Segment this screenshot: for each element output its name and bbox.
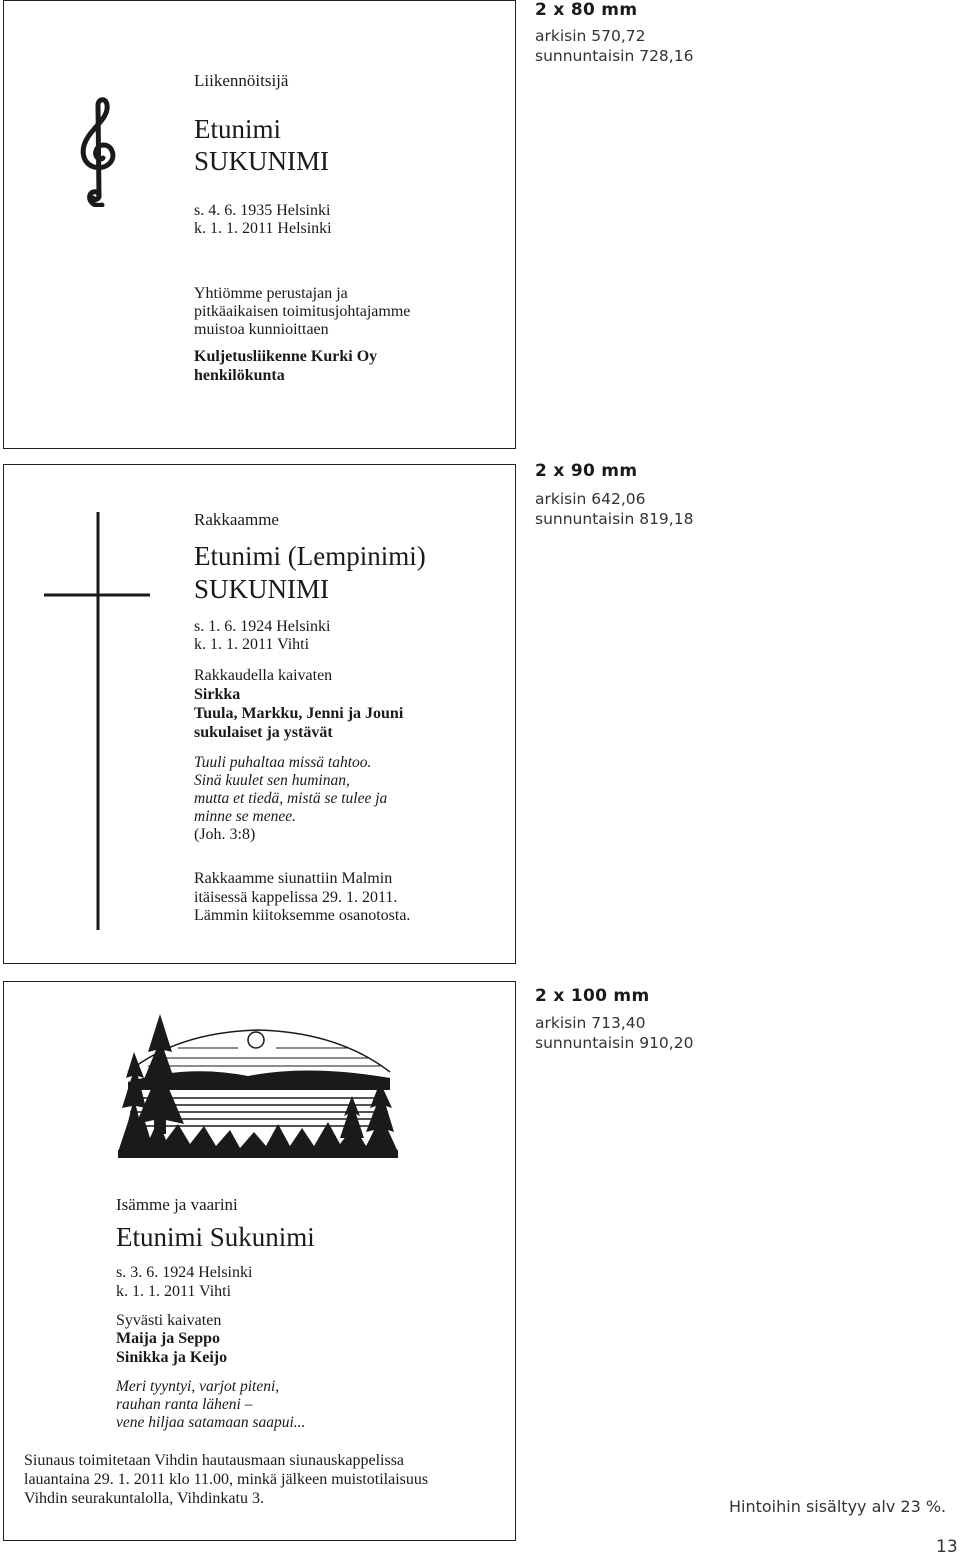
ad3-notice-line: Siunaus toimitetaan Vihdin hautausmaan siunauskappelissa (24, 1452, 405, 1469)
cross-icon (44, 510, 154, 934)
ad1-memorial-line: muistoa kunnioittaen (194, 321, 329, 338)
ad3-grief: Syvästi kaivaten (116, 1312, 222, 1329)
ad3-born: s. 3. 6. 1924 Helsinki (116, 1264, 253, 1281)
treble-clef-icon (72, 97, 128, 207)
vat-note: Hintoihin sisältyy alv 23 %. (729, 1497, 947, 1516)
ad3-died: k. 1. 1. 2011 Vihti (116, 1283, 232, 1300)
ad1-price-sunday: sunnuntaisin 728,16 (535, 47, 694, 65)
ad2-verse-line: minne se menee. (194, 808, 296, 825)
ad3-title: Isämme ja vaarini (116, 1195, 238, 1214)
ad2-notice-line: itäisessä kappelissa 29. 1. 2011. (194, 889, 398, 906)
ad2-verse-line: Sinä kuulet sen huminan, (194, 772, 350, 789)
ad1-died: k. 1. 1. 2011 Helsinki (194, 220, 332, 237)
ad3-verse-line: rauhan ranta läheni – (116, 1396, 253, 1413)
ad3-verse-line: vene hiljaa satamaan saapui... (116, 1414, 306, 1431)
lake-landscape-illustration (118, 1012, 398, 1162)
ad2-verse-line: Tuuli puhaltaa missä tahtoo. (194, 754, 372, 771)
ad3-price-sunday: sunnuntaisin 910,20 (535, 1034, 694, 1052)
ad3-family-line: Maija ja Seppo (116, 1330, 220, 1347)
ad1-price-weekday: arkisin 570,72 (535, 27, 646, 45)
ad2-verse-reference: (Joh. 3:8) (194, 826, 256, 843)
ad2-last-name: SUKUNIMI (194, 574, 329, 604)
ad3-verse-line: Meri tyyntyi, varjot piteni, (116, 1378, 280, 1395)
ad2-notice-line: Lämmin kiitoksemme osanotosta. (194, 907, 411, 924)
ad3-full-name: Etunimi Sukunimi (116, 1222, 315, 1252)
ad1-last-name: SUKUNIMI (194, 146, 329, 176)
ad2-family-line: sukulaiset ja ystävät (194, 724, 333, 741)
ad1-signer: Kuljetusliikenne Kurki Oy (194, 348, 378, 365)
ad3-price-weekday: arkisin 713,40 (535, 1014, 646, 1032)
ad2-grief: Rakkaudella kaivaten (194, 667, 333, 684)
ad1-size-heading: 2 x 80 mm (535, 0, 638, 20)
ad2-verse-line: mutta et tiedä, mistä se tulee ja (194, 790, 388, 807)
ad2-notice-line: Rakkaamme siunattiin Malmin (194, 870, 393, 887)
ad3-notice-line: Vihdin seurakuntalolla, Vihdinkatu 3. (24, 1490, 264, 1507)
ad1-signer: henkilökunta (194, 367, 285, 384)
ad2-family-line: Tuula, Markku, Jenni ja Jouni (194, 705, 404, 722)
ad3-family-line: Sinikka ja Keijo (116, 1349, 228, 1366)
ad3-notice-line: lauantaina 29. 1. 2011 klo 11.00, minkä jälkeen muistotilaisuus (24, 1471, 429, 1488)
ad2-title: Rakkaamme (194, 510, 279, 529)
ad3-size-heading: 2 x 100 mm (535, 986, 650, 1006)
ad2-price-sunday: sunnuntaisin 819,18 (535, 510, 694, 528)
ad2-size-heading: 2 x 90 mm (535, 461, 638, 481)
ad2-died: k. 1. 1. 2011 Vihti (194, 636, 310, 653)
ad2-born: s. 1. 6. 1924 Helsinki (194, 618, 331, 635)
ad1-memorial-line: pitkäaikaisen toimitusjohtajamme (194, 303, 411, 320)
ad1-first-name: Etunimi (194, 114, 281, 144)
page-number: 13 (936, 1537, 958, 1557)
ad1-born: s. 4. 6. 1935 Helsinki (194, 202, 331, 219)
ad1-title: Liikennöitsijä (194, 71, 289, 90)
ad2-family-line: Sirkka (194, 686, 241, 703)
ad2-first-name: Etunimi (Lempinimi) (194, 541, 426, 571)
ad1-memorial-line: Yhtiömme perustajan ja (194, 285, 348, 302)
ad2-price-weekday: arkisin 642,06 (535, 490, 646, 508)
